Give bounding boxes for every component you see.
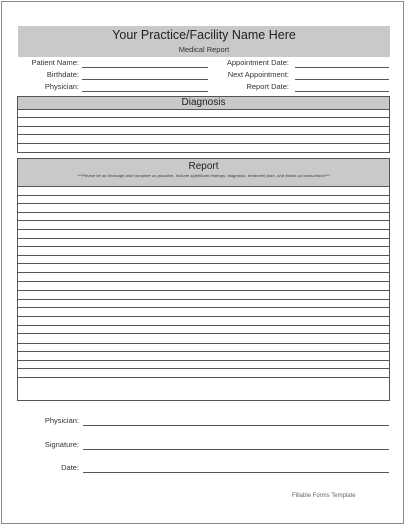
sig-physician-label: Physician:: [44, 416, 79, 425]
ruled-line[interactable]: [18, 247, 389, 256]
sig-physician-field[interactable]: [83, 425, 389, 426]
report-title: Medical Report: [178, 45, 230, 54]
ruled-line[interactable]: [18, 369, 389, 378]
sig-date-label: Date:: [61, 463, 79, 472]
ruled-line[interactable]: [18, 127, 389, 135]
report-title-label: Report: [188, 161, 219, 172]
report-instructions: ***Please be as thorough and complete as possible. Include significant findings, diagnosis, treatment plan, and follow up instructions***: [77, 173, 330, 178]
ruled-line[interactable]: [18, 361, 389, 370]
physician-label: Physician:: [44, 82, 79, 91]
signature-label: Signature:: [44, 440, 79, 449]
ruled-line[interactable]: [18, 334, 389, 343]
sig-date-field[interactable]: [83, 472, 389, 473]
report-date-field[interactable]: [295, 91, 389, 92]
ruled-line[interactable]: [18, 118, 389, 126]
ruled-line[interactable]: [18, 291, 389, 300]
form-header: [18, 26, 390, 57]
ruled-line[interactable]: [18, 135, 389, 143]
ruled-line[interactable]: [18, 273, 389, 282]
diagnosis-section: [17, 96, 390, 153]
report-lines[interactable]: [18, 187, 389, 290]
next-appointment-label: Next Appointment:: [227, 70, 289, 79]
report-header: [18, 159, 389, 187]
appointment-date-field[interactable]: [295, 67, 389, 68]
report-date-label: Report Date:: [246, 82, 289, 91]
patient-name-field[interactable]: [82, 67, 208, 68]
ruled-line[interactable]: [18, 256, 389, 265]
appointment-date-label: Appointment Date:: [226, 58, 289, 67]
ruled-line[interactable]: [18, 213, 389, 222]
report-lines-extra[interactable]: [18, 290, 389, 343]
ruled-line[interactable]: [18, 378, 389, 387]
diagnosis-title: Diagnosis: [181, 97, 226, 108]
ruled-line[interactable]: [18, 221, 389, 230]
report-section: [17, 158, 390, 401]
diagnosis-header: [18, 97, 389, 110]
ruled-line[interactable]: [18, 230, 389, 239]
birthdate-field[interactable]: [82, 79, 208, 80]
practice-name: Your Practice/Facility Name Here: [112, 28, 296, 42]
ruled-line[interactable]: [18, 187, 389, 196]
ruled-line[interactable]: [18, 282, 389, 291]
ruled-line[interactable]: [18, 204, 389, 213]
ruled-line[interactable]: [18, 317, 389, 326]
ruled-line[interactable]: [18, 144, 389, 152]
ruled-line[interactable]: [18, 300, 389, 309]
medical-report-form: [1, 1, 404, 524]
ruled-line[interactable]: [18, 326, 389, 335]
report-lines-extra2[interactable]: [18, 343, 389, 387]
ruled-line[interactable]: [18, 344, 389, 353]
ruled-line[interactable]: [18, 239, 389, 248]
ruled-line[interactable]: [18, 308, 389, 317]
signature-field[interactable]: [83, 449, 389, 450]
next-appointment-field[interactable]: [295, 79, 389, 80]
diagnosis-lines[interactable]: [18, 110, 389, 152]
birthdate-label: Birthdate:: [46, 70, 79, 79]
ruled-line[interactable]: [18, 352, 389, 361]
footer-template-text: Fillable Forms Template: [292, 493, 356, 499]
patient-name-label: Patient Name:: [31, 58, 79, 67]
ruled-line[interactable]: [18, 196, 389, 205]
ruled-line[interactable]: [18, 264, 389, 273]
ruled-line[interactable]: [18, 110, 389, 118]
physician-field[interactable]: [82, 91, 208, 92]
